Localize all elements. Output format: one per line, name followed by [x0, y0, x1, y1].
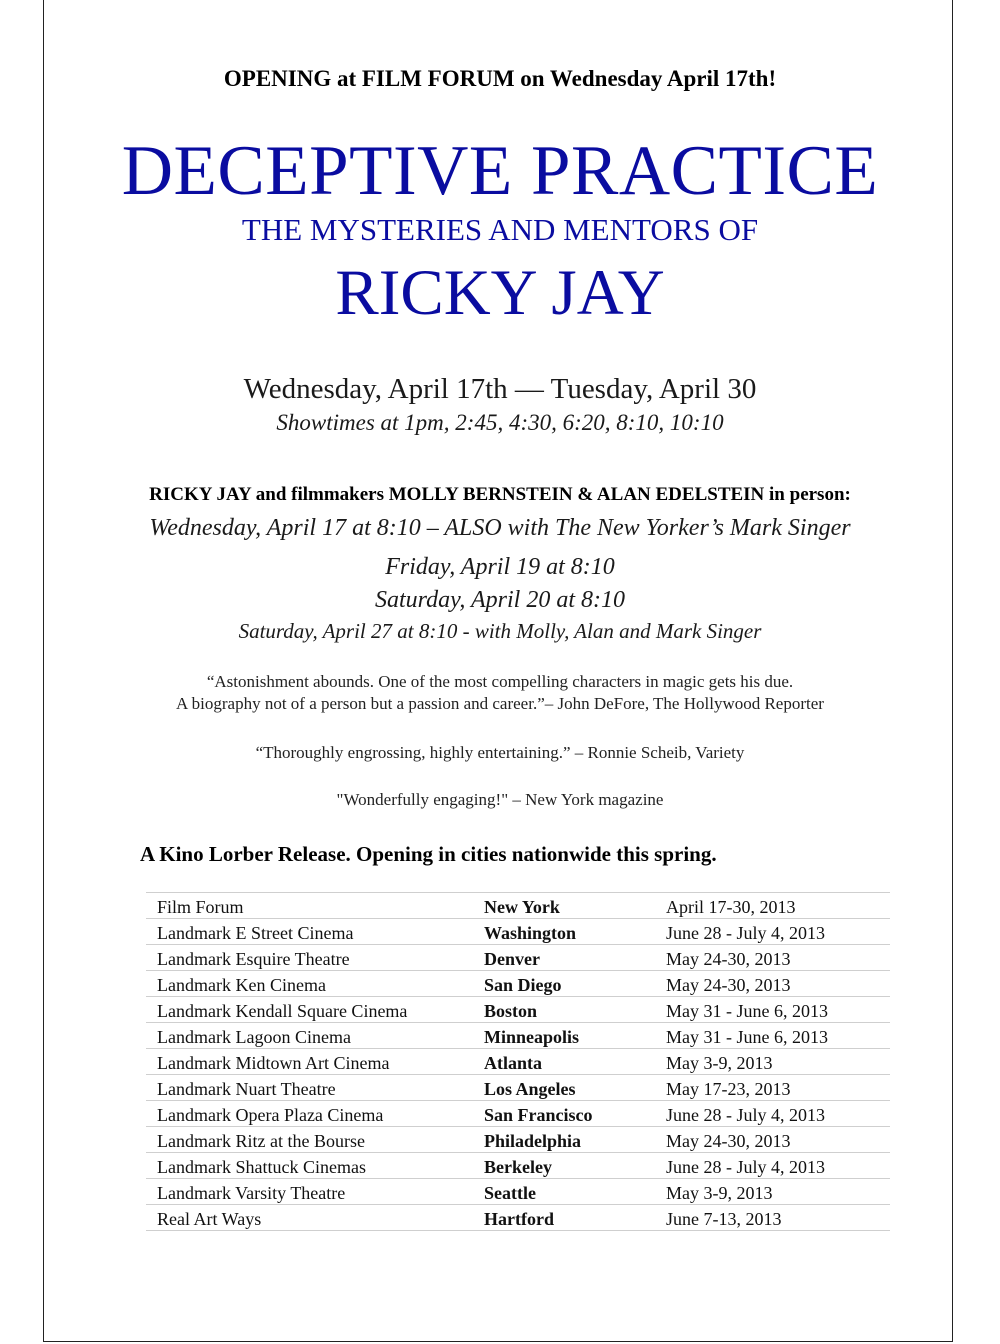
table-row — [146, 1023, 890, 1049]
city-name: San Francisco — [484, 1101, 666, 1127]
schedule-table — [146, 892, 890, 1231]
theater-name: Landmark Ritz at the Bourse — [146, 1127, 484, 1153]
run-dates-cell: May 31 - June 6, 2013 — [666, 997, 890, 1023]
table-row — [146, 1075, 890, 1101]
city-name: Atlanta — [484, 1049, 666, 1075]
run-dates-cell: May 24-30, 2013 — [666, 971, 890, 997]
city-name: Washington — [484, 919, 666, 945]
in-person-event: Wednesday, April 17 at 8:10 – ALSO with The New Yorker’s Mark Singer — [149, 515, 851, 541]
table-row — [146, 1205, 890, 1231]
review-quote-new-york: "Wonderfully engaging!" – New York magazine — [336, 790, 664, 809]
run-dates-cell: May 31 - June 6, 2013 — [666, 1023, 890, 1049]
theater-name: Landmark Shattuck Cinemas — [146, 1153, 484, 1179]
in-person-heading: RICKY JAY and filmmakers MOLLY BERNSTEIN & ALAN EDELSTEIN in person: — [149, 484, 851, 505]
run-dates-cell: June 28 - July 4, 2013 — [666, 919, 890, 945]
city-name: Minneapolis — [484, 1023, 666, 1049]
theater-name: Landmark Kendall Square Cinema — [146, 997, 484, 1023]
film-subtitle: THE MYSTERIES AND MENTORS OF — [241, 212, 759, 247]
run-dates-cell: May 3-9, 2013 — [666, 1179, 890, 1205]
table-row — [146, 919, 890, 945]
table-row — [146, 971, 890, 997]
table-row — [146, 1101, 890, 1127]
table-row — [146, 1179, 890, 1205]
table-row — [146, 1127, 890, 1153]
city-name: Philadelphia — [484, 1127, 666, 1153]
in-person-event: Friday, April 19 at 8:10 — [385, 554, 615, 580]
theater-name: Landmark Nuart Theatre — [146, 1075, 484, 1101]
schedule-body — [146, 893, 890, 1231]
city-name: Boston — [484, 997, 666, 1023]
run-dates: Wednesday, April 17th — Tuesday, April 30 — [243, 373, 757, 405]
table-row — [146, 997, 890, 1023]
theater-name: Film Forum — [146, 893, 484, 919]
run-dates-cell: May 24-30, 2013 — [666, 1127, 890, 1153]
theater-name: Landmark Lagoon Cinema — [146, 1023, 484, 1049]
city-name: San Diego — [484, 971, 666, 997]
theater-name: Landmark Ken Cinema — [146, 971, 484, 997]
in-person-event: Saturday, April 27 at 8:10 - with Molly, Alan and Mark Singer — [238, 619, 762, 643]
city-name: Berkeley — [484, 1153, 666, 1179]
theater-name: Landmark Esquire Theatre — [146, 945, 484, 971]
city-name: New York — [484, 893, 666, 919]
run-dates-cell: May 3-9, 2013 — [666, 1049, 890, 1075]
review-quote-hollywood-reporter: A biography not of a person but a passion and career.”– John DeFore, The Hollywood Reporter — [176, 694, 824, 713]
opening-banner: OPENING at FILM FORUM on Wednesday April 17th! — [223, 66, 777, 91]
city-name: Denver — [484, 945, 666, 971]
city-name: Seattle — [484, 1179, 666, 1205]
theater-name: Landmark Midtown Art Cinema — [146, 1049, 484, 1075]
review-quote-hollywood-reporter: “Astonishment abounds. One of the most compelling characters in magic gets his due. — [206, 672, 794, 691]
theater-name: Landmark E Street Cinema — [146, 919, 484, 945]
run-dates-cell: June 7-13, 2013 — [666, 1205, 890, 1231]
table-row — [146, 893, 890, 919]
city-name: Los Angeles — [484, 1075, 666, 1101]
run-dates-cell: June 28 - July 4, 2013 — [666, 1153, 890, 1179]
theater-name: Real Art Ways — [146, 1205, 484, 1231]
in-person-event: Saturday, April 20 at 8:10 — [374, 587, 625, 613]
film-subject-name: RICKY JAY — [335, 257, 665, 329]
film-title: DECEPTIVE PRACTICE — [121, 132, 879, 210]
run-dates-cell: May 17-23, 2013 — [666, 1075, 890, 1101]
review-quote-variety: “Thoroughly engrossing, highly entertaining.” – Ronnie Scheib, Variety — [255, 743, 745, 762]
table-row — [146, 945, 890, 971]
city-name: Hartford — [484, 1205, 666, 1231]
table-row — [146, 1049, 890, 1075]
table-row — [146, 1153, 890, 1179]
run-dates-cell: May 24-30, 2013 — [666, 945, 890, 971]
run-dates-cell: June 28 - July 4, 2013 — [666, 1101, 890, 1127]
release-line: A Kino Lorber Release. Opening in cities nationwide this spring. — [140, 842, 717, 866]
theater-name: Landmark Varsity Theatre — [146, 1179, 484, 1205]
theater-name: Landmark Opera Plaza Cinema — [146, 1101, 484, 1127]
showtimes: Showtimes at 1pm, 2:45, 4:30, 6:20, 8:10, 10:10 — [276, 410, 724, 435]
run-dates-cell: April 17-30, 2013 — [666, 893, 890, 919]
